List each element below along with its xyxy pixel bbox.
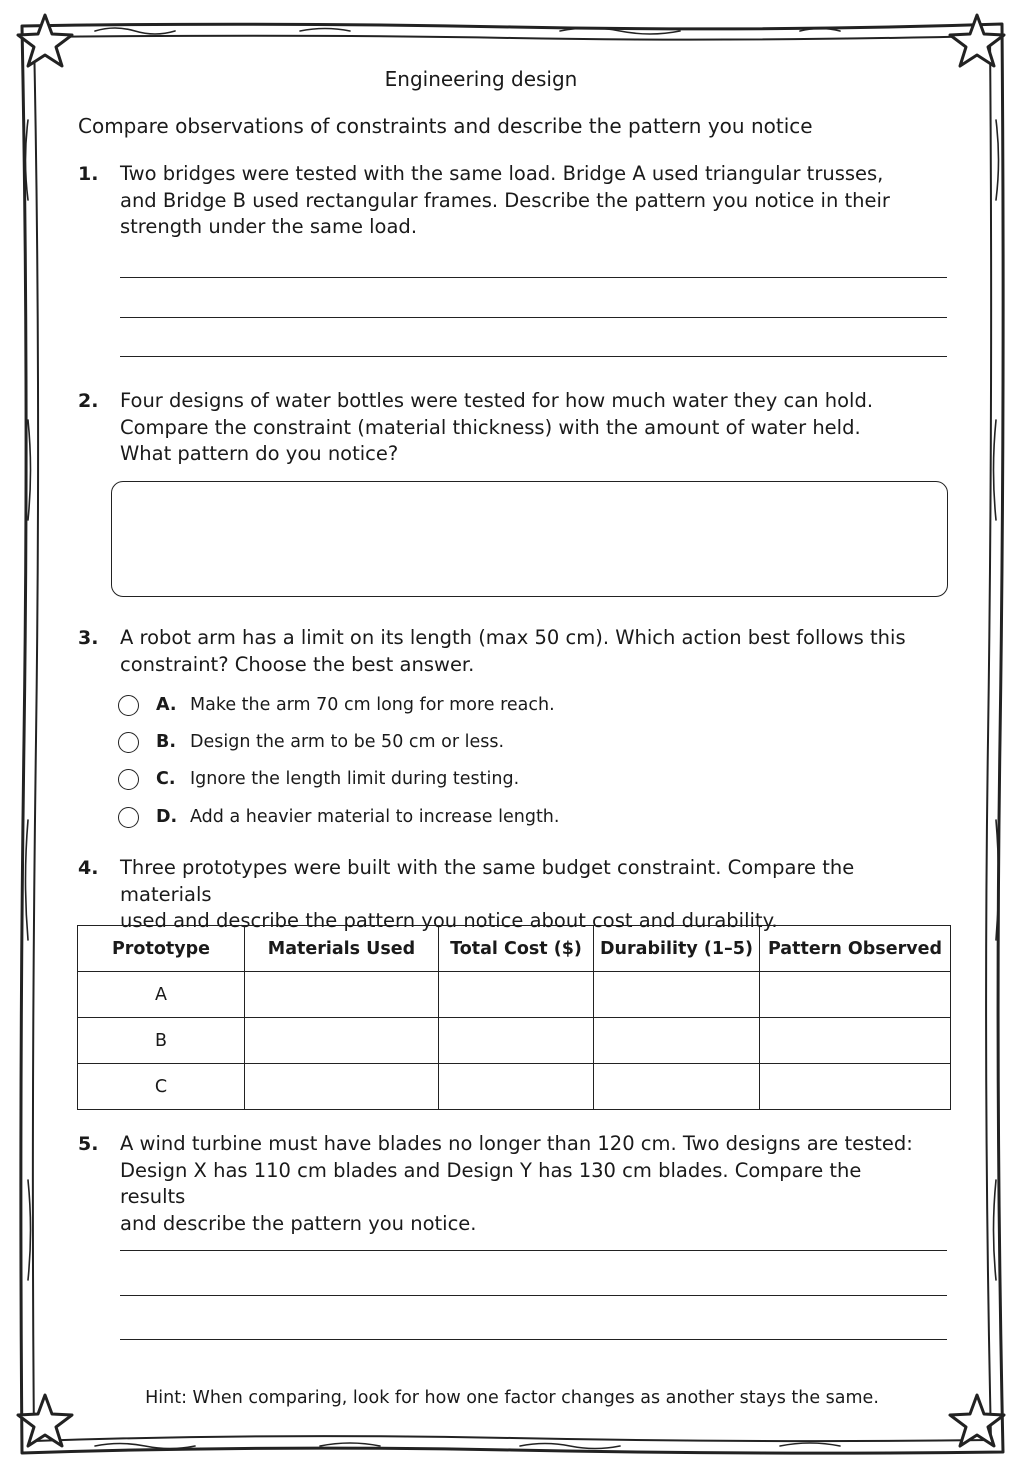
column-header: Durability (1–5): [594, 926, 760, 972]
table-cell[interactable]: [245, 1064, 439, 1110]
hint-text: Hint: When comparing, look for how one factor changes as another stays the same.: [145, 1388, 879, 1408]
table-cell[interactable]: [245, 972, 439, 1018]
question-line: A robot arm has a limit on its length (max 50 cm). Which action best follows this: [120, 626, 906, 649]
answer-line[interactable]: [120, 1250, 947, 1251]
table-row: [78, 972, 951, 1018]
question-line: and Bridge B used rectangular frames. Describe the pattern you notice in their: [120, 188, 890, 212]
option-a[interactable]: [118, 692, 555, 718]
question-3-text: [120, 625, 920, 678]
table-row: [78, 1018, 951, 1064]
question-line: constraint? Choose the best answer.: [120, 652, 475, 676]
option-letter: D.: [156, 807, 178, 827]
answer-line[interactable]: [120, 356, 947, 357]
question-2-text: [120, 388, 920, 468]
question-5-text: [120, 1131, 920, 1237]
answer-line[interactable]: [120, 1295, 947, 1296]
option-letter: B.: [156, 732, 176, 752]
question-line: strength under the same load.: [120, 215, 418, 238]
question-line: What pattern do you notice?: [120, 442, 399, 465]
instruction-text: Compare observations of constraints and describe the pattern you notice: [78, 114, 813, 138]
option-text: Add a heavier material to increase length.: [190, 807, 560, 827]
table-cell[interactable]: [439, 1064, 594, 1110]
column-header: Prototype: [78, 926, 245, 972]
answer-box[interactable]: [111, 481, 948, 597]
prototype-cell: B: [78, 1018, 245, 1064]
prototype-cell: C: [78, 1064, 245, 1110]
star-icon: [950, 15, 1004, 66]
question-1-text: [120, 161, 920, 241]
question-2-number: 2.: [78, 390, 99, 412]
question-line: Compare the constraint (material thickness) with the amount of water held.: [120, 415, 861, 439]
option-text: Design the arm to be 50 cm or less.: [190, 732, 505, 752]
question-line: Two bridges were tested with the same load. Bridge A used triangular trusses,: [120, 162, 884, 185]
table-cell[interactable]: [760, 1018, 951, 1064]
option-d[interactable]: [118, 804, 559, 830]
table-row: [78, 1064, 951, 1110]
table-cell[interactable]: [594, 1064, 760, 1110]
option-b[interactable]: [118, 729, 504, 755]
page-title: Engineering design: [384, 67, 578, 91]
table-cell[interactable]: [594, 1018, 760, 1064]
option-c[interactable]: [118, 766, 519, 792]
star-icon: [18, 15, 72, 66]
question-4-number: 4.: [78, 857, 99, 879]
question-4-text: [120, 855, 950, 935]
question-line: Three prototypes were built with the same budget constraint. Compare the materials: [120, 856, 855, 906]
question-line: Four designs of water bottles were tested for how much water they can hold.: [120, 389, 874, 412]
question-line: Design X has 110 cm blades and Design Y has 130 cm blades. Compare the results: [120, 1158, 862, 1208]
answer-line[interactable]: [120, 277, 947, 278]
table-cell[interactable]: [760, 1064, 951, 1110]
table-cell[interactable]: [760, 972, 951, 1018]
table-cell[interactable]: [245, 1018, 439, 1064]
table-cell[interactable]: [439, 972, 594, 1018]
option-letter: C.: [156, 769, 176, 789]
column-header: Total Cost ($): [439, 926, 594, 972]
option-text: Ignore the length limit during testing.: [190, 769, 520, 789]
question-1-number: 1.: [78, 163, 99, 185]
prototype-table: [77, 925, 951, 1110]
answer-line[interactable]: [120, 1339, 947, 1340]
option-text: Make the arm 70 cm long for more reach.: [190, 695, 555, 715]
question-3-number: 3.: [78, 627, 99, 649]
option-letter: A.: [156, 695, 177, 715]
table-cell[interactable]: [439, 1018, 594, 1064]
radio-button[interactable]: [118, 732, 139, 753]
prototype-cell: A: [78, 972, 245, 1018]
column-header: Pattern Observed: [760, 926, 951, 972]
radio-button[interactable]: [118, 695, 139, 716]
radio-button[interactable]: [118, 769, 139, 790]
column-header: Materials Used: [245, 926, 439, 972]
question-line: and describe the pattern you notice.: [120, 1211, 477, 1235]
table-header-row: [78, 926, 951, 972]
table-cell[interactable]: [594, 972, 760, 1018]
question-line: A wind turbine must have blades no longer than 120 cm. Two designs are tested:: [120, 1132, 913, 1155]
question-5-number: 5.: [78, 1133, 99, 1155]
answer-line[interactable]: [120, 317, 947, 318]
question-line: used and describe the pattern you notice about cost and durability.: [120, 909, 778, 932]
radio-button[interactable]: [118, 807, 139, 828]
